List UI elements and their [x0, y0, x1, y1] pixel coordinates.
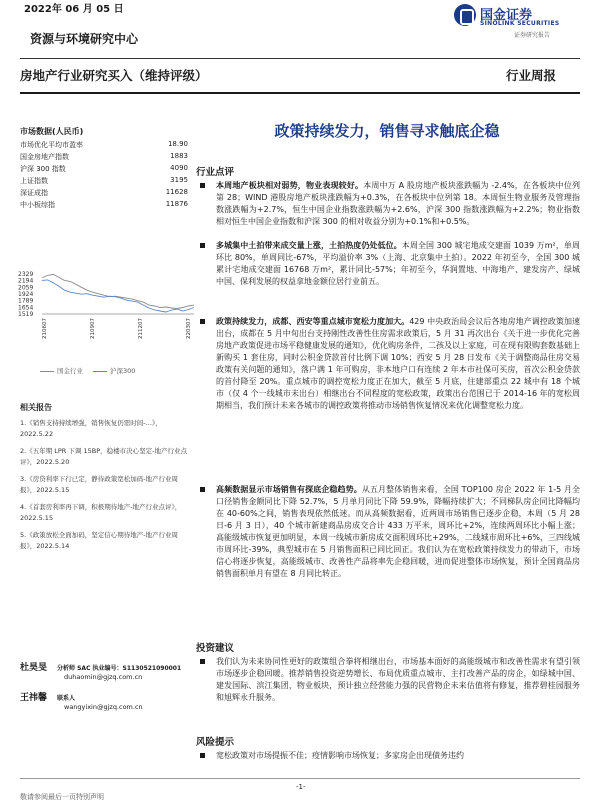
x-tick-label: 210607 [42, 318, 48, 339]
x-tick-label: 220307 [186, 318, 192, 339]
logo-en: SINOLINK SECURITIES [480, 20, 560, 27]
market-label: 上证指数 [20, 177, 48, 185]
market-value: 3195 [170, 176, 188, 184]
bullet-icon [200, 487, 205, 492]
market-row [20, 152, 188, 162]
legend-item-industry: 国金行业 [40, 366, 83, 375]
market-label: 中小板综指 [20, 201, 55, 209]
y-tick-label: 1654 [18, 304, 34, 312]
x-tick-label: 211207 [138, 318, 144, 339]
market-label: 市场优化平均市盈率 [20, 141, 83, 149]
paragraph-1: 本周地产板块相对弱势，物业表现较好。本周中万 A 股房地产板块涨跌幅为 -2.4%，在各板块中位列第 28；WIND 港股房地产板块涨跌幅为+0.3%，在各板块中位列第 18。本周恒生物业服务及管理指数涨跌幅为+2.7%，恒生中国企业指数涨跌幅为+2.6%，沪深 300 指数涨跌幅为+2.2%；物业指数相对恒生中国企业指数和沪深 300 的相对收益分别为+0.1%和+0.5%。 [200, 180, 580, 228]
bullet-icon [200, 243, 205, 248]
section-comment: 行业点评 [196, 167, 235, 178]
index-chart [18, 268, 198, 364]
section-advice: 投资建议 [196, 643, 235, 654]
company-logo [454, 4, 588, 42]
y-tick-label: 1789 [18, 297, 34, 305]
section-risk: 风险提示 [196, 737, 235, 748]
logo-mark-icon [454, 4, 476, 26]
header-rule-thick [20, 92, 580, 94]
y-tick-label: 1924 [18, 291, 34, 298]
y-tick-label: 2194 [18, 277, 34, 285]
bullet-icon [200, 659, 205, 664]
market-value: 18.90 [167, 140, 188, 148]
market-row [20, 164, 188, 174]
series-line-1 [42, 280, 194, 312]
bullet-icon [200, 319, 205, 324]
market-row [20, 176, 188, 186]
chart-legend [40, 366, 135, 375]
related-report[interactable]: 3.《房贷利率下行已定，静待政策宽松加码-地产行业周报》，2022.5.15 [20, 475, 179, 494]
related-reports-title: 相关报告 [20, 403, 52, 412]
analyst-email[interactable]: wangyixin@gjzq.com.cn [64, 703, 143, 711]
page-number: -1- [296, 783, 306, 791]
paragraph-3: 政策持续发力，成都、西安等重点城市宽松力度加大。429 中央政治局会议后各地房地产调控政策加速出台，成都在 5 月中旬出台支持刚性改善性住房需求政策后，5 月 31 再次出台《关于进一步优化完善房地产政策促进市场平稳健康发展的通知》，优化购房条件，二孩及以上家庭，可在现有限购套数基础上新购买 1 套住房，同时公积金贷款首付比例下调 10%；西安 5 月 28 日发布《关于调整商品住房交易政策有关问题的通知》，落户满 1 年可购房，非本地户口有连续 2 年本市社保可买房，首次公积金贷款的首付降至 20%。重点城市的调控宽松力度正在加大，截至 5 月底，住建部重点 22 城中有 18 个城市（仅 4 个一线城市未出台）相继出台不同程度的宽松政策，政策出台范围已于 2014-16 年的宽松周期相当，我们预计未来各城市的调控政策将推动市场销售恢复情况来优化调整宽松力度。 [200, 316, 580, 412]
market-row [20, 140, 188, 150]
bullet-icon [200, 753, 205, 758]
market-value: 4090 [170, 164, 188, 172]
logo-cn: 国金证券 [480, 8, 533, 23]
risk-paragraph: 宽松政策对市场提振不佳；疫情影响市场恢复；多家房企出现债务违约 [200, 750, 580, 762]
analyst-2: 王祎馨 联系人 wangyixin@gjzq.com.cn [20, 693, 143, 711]
report-date: 2022年 06 月 05 日 [24, 4, 124, 15]
market-label: 国金房地产指数 [20, 153, 69, 161]
y-tick-label: 2329 [18, 271, 34, 278]
paragraph-2: 多城集中土拍带来成交量上涨，土拍热度仍处低位。本周全国 300 城宅地成交建面 1039 万m²，单周环比 80%，单周同比-67%，平均溢价率 3%（上海、北京集中土拍）。2022 年初至今，全国 300 城累计宅地成交建面 16768 万m²，累计同比-57%；年初至今，华润置地、中海地产、建发房产、绿城中国、保利发展的权益拿地金额位居行业前五。 [200, 240, 580, 288]
series-line-0 [42, 274, 194, 308]
analyst-email[interactable]: duhaomin@gjzq.com.cn [64, 673, 143, 681]
related-report[interactable]: 1.《销售支持持续增强，销售恢复仍需时间-…》，2022.5.22 [20, 419, 162, 438]
x-tick-label: 210907 [90, 318, 96, 339]
market-value: 11876 [165, 200, 188, 208]
market-label: 沪深 300 指数 [20, 165, 66, 173]
research-center: 资源与环境研究中心 [30, 32, 139, 46]
market-value: 11628 [165, 188, 188, 196]
disclaimer: 敬请参阅最后一页特别声明 [20, 793, 104, 801]
analyst-1: 杜昊旻 分析师 SAC 执业编号：S1130521090001 duhaomin@gjzq.com.cn [20, 663, 182, 681]
header-rule [20, 58, 580, 59]
logo-sub: 证券研究报告 [514, 32, 551, 39]
market-row [20, 200, 188, 210]
related-report[interactable]: 2.《五年期 LPR 下调 15BP，稳楼市决心坚定-地产行业点评》，2022.5.20 [20, 447, 187, 466]
market-row [20, 188, 188, 198]
footer-rule [20, 778, 580, 779]
paragraph-4: 高频数据显示市场销售有探底企稳趋势。从五月整体销售来看，全国 TOP100 房企 2022 年 1-5 月全口径销售金额同比下降 52.7%，5 月单月同比下降 59.9%，降幅持续扩大；不同梯队房企同比降幅均在 40-60%之间，销售表现依然低迷。而从高频数据看，近两周市场销售已逐步企稳，本周（5 月 28 日-6 月 3 日），40 个城市新建商品房成交合计 433 万平米，周环比+2%，连续两周环比小幅上涨；高能级城市恢复更加明显，本周一线城市新房成交面积周环比+29%，二线城市周环比+6%，三四线城市周环比-39%，典型城市在 5 月销售面积已同比回正。我们认为在宽松政策持续发力的带动下，市场信心将逐步恢复，高能级城市、改善性产品将率先企稳回暖，进而促进整体市场恢复，预计全国商品房销售面积单月有望在 8 月同比转正。 [200, 484, 580, 580]
advice-paragraph: 我们认为未来协同性更好的政策组合拳将相继出台，市场基本面好的高能级城市和改善性需求有望引领市场逐步企稳回暖。推荐销售投资逆势增长、布局优质重点城市、主打改善产品的房企，如绿城中国、建发国际、滨江集团，物业板块，预计独立经营能力强的民营物企未来估值将有修复，推荐碧桂园服务和旭辉永升服务。 [200, 656, 580, 704]
report-type: 行业周报 [506, 68, 557, 83]
market-label: 深证成指 [20, 189, 48, 197]
report-title: 政策持续发力，销售寻求触底企稳 [274, 122, 500, 140]
y-tick-label: 2059 [18, 284, 34, 292]
market-data-title: 市场数据(人民币) [20, 127, 84, 136]
industry-rating: 房地产行业研究买入（维持评级） [20, 68, 208, 83]
related-report[interactable]: 5.《政策放松全面加码，坚定信心期待地产-地产行业周报》，2022.5.14 [20, 531, 179, 550]
legend-item-hs300: 沪深300 [93, 366, 135, 375]
bullet-icon [200, 183, 205, 188]
related-report[interactable]: 4.《首套房利率再下调，积极期待地产-地产行业点评》，2022.5.15 [20, 503, 182, 522]
market-value: 1883 [170, 152, 188, 160]
y-tick-label: 1519 [18, 311, 34, 318]
